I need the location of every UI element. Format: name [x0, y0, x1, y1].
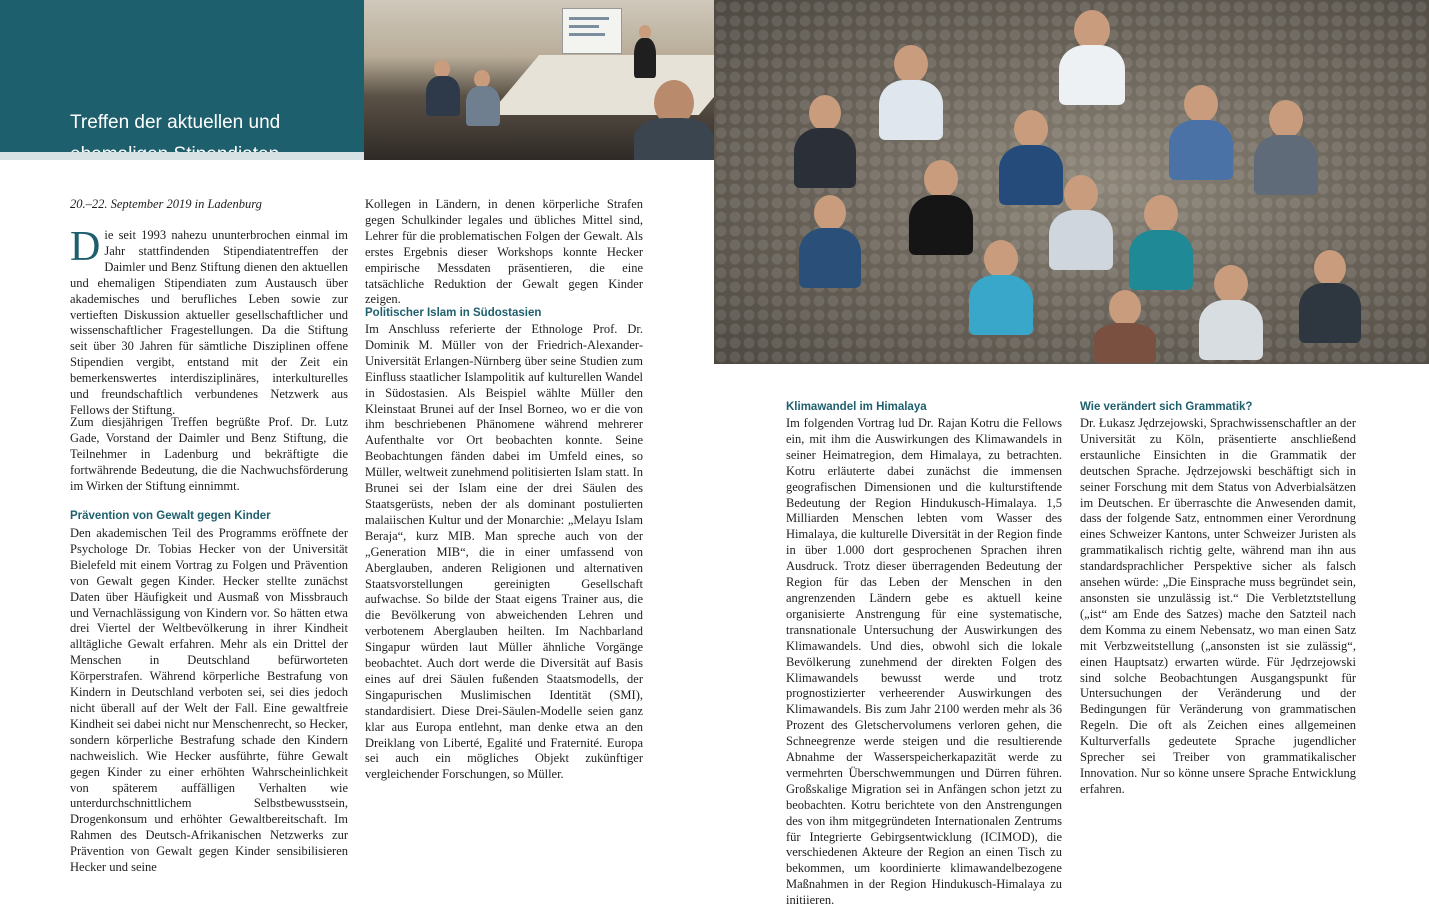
section-text-klima: Im folgenden Vortrag lud Dr. Rajan Kotru die Fellows ein, mit ihm die Auswirkungen des Klimawandels in seiner Heimatregion, dem Himalaya, zu betrachten. Kotru erläuterte dabei zunächst die immensen geografischen Dimensionen und die kulturstiftende Bedeutung der Region Hindukusch-Himalaya. 1,5 Milliarden Menschen lebten vom Wasser des Himalaya, die kulturelle Diversität in der Region finde in über 1.000 dort gesprochenen Sprachen ihren Ausdruck. Trotz dieser überragenden Bedeutung der Region für das Leben der Menschen in den angrenzenden Ländern gebe es aktuell keine organisierte Anstrengung für eine systematische, transnationale Untersuchung der Auswirkungen des Klimawandels. Und dies, obwohl sich die lokale Bevölkerung zunehmend der direkten Folgen des Klimawandels bewusst werde und trotz prognostizierter verheerender Auswirkungen des Klimawandels. Bis zum Jahr 2100 werden mehr als 36 Prozent des Gletschervolumens verloren gehen, die Schneegrenze werde steigen und die resultierende Abnahme der Wasserspeicherkapazität werde zu vermehrten Überschwemmungen und Dürren führen. Großskalige Migration sei in Anfängen schon jetzt zu beobachten. Kotru berichtete von den Anstrengungen des von ihm mitgegründeten Internationalen Zentrums für Integrierte Gebirgsentwicklung (ICIMOD), die verschiedenen Akteure der Region an einen Tisch zu bekommen, um koordinierte klimawandelbezogene Maßnahmen in der Region Hindukusch-Himalaya zu initiieren.	[786, 416, 1062, 908]
presentation-screen	[562, 8, 622, 54]
section-text-islam: Im Anschluss referierte der Ethnologe Prof. Dr. Dominik M. Müller von der Friedrich-Alexander-Universität Erlangen-Nürnberg über seine Studien zum Einfluss staatlicher Islampolitik auf kulturellen Wandel in Südostasien. Als Beispiel wählte Müller den Kleinstaat Brunei auf der Insel Borneo, wo er die von ihm beschriebenen Phänomene während mehrerer Aufenthalte vor Ort beobachten konnte. Seine Beobachtungen fänden dabei im Umfeld eines, so Müller, weltweit zunehmend politisierten Islam statt. In Brunei sei der Islam eine der drei Säulen des Staatsgerüsts, neben der als dominant postulierten malaiischen Kultur und der Monarchie: „Melayu Islam Beraja“, kurz MIB. Man spreche auch von der „Generation MIB“, die in einer umfassend von Aberglauben, anderen Religionen und alternativen Staatsvorstellungen gereinigten Gesellschaft aufwachse. So bilde der Staat eigens Trainer aus, die die Bevölkerung von abweichenden Lehren und verbotenem Aberglauben heilten. Im Nachbarland Singapur würden laut Müller ähnliche Vorgänge beobachtet. Auch dort werde die Diversität auf Basis eines auf drei Säulen fußenden Staatsmodells, der Singapurischen Muslimischen Identität (SMI), standardisiert. Diese Drei-Säulen-Modelle seien ganz klar aus Europa entlehnt, man denke etwa an den Dreiklang von Liberté, Egalité und Fraternité. Europa sei auch ein mögliches Objekt zukünftiger vergleichender Forschungen, so Müller.	[365, 322, 643, 782]
event-date: 20.–22. September 2019 in Ladenburg	[70, 197, 262, 211]
section-text-gewalt: Den akademischen Teil des Programms eröffnete der Psychologe Dr. Tobias Hecker von der Universität Bielefeld mit einem Vortrag zu Folgen und Prävention von Gewalt gegen Kinder. Hecker stellte zunächst Daten über Häufigkeit und Ausmaß von Missbrauch und Vernachlässigung von Kindern vor. So hätten etwa drei Viertel der Weltbevölkerung in ihrer Kindheit alltägliche Gewalt erfahren. Mehr als ein Drittel der Menschen in Deutschland befürworteten Körperstrafen. Während körperliche Bestrafung von Kindern in Deutschland verboten sei, sei dies jedoch nicht überall auf der Welt der Fall. Eine gewaltfreie Kindheit sei dabei nicht nur Menschenrecht, so Hecker, sondern körperliche Bestrafung schade den Kindern nachweislich. Wie Hecker ausführte, führe Gewalt gegen Kinder zu einer erhöhten Wahrscheinlichkeit von späterem auffälligen Verhalten wie unterdurchschnittlichem Selbstbewusstsein, Drogenkonsum und erhöhter Gewaltbereitschaft. Im Rahmen des Deutsch-Afrikanischen Netzwerks zur Prävention von Gewalt gegen Kinder sensibilisieren Hecker und seine	[70, 526, 348, 875]
title-accent-bar	[0, 152, 364, 160]
section-heading-klima: Klimawandel im Himalaya	[786, 401, 927, 413]
title-band	[0, 0, 364, 160]
dropcap-letter: D	[70, 224, 101, 270]
section-text-grammatik: Dr. Łukasz Jędrzejowski, Sprachwissenschaftler an der Universität zu Köln, präsentierte anschließend erstaunliche Einsichten in die Grammatik der deutschen Sprache. Jędrzejowski beschäftigt sich in seiner Forschung mit dem Status von Adverbialsätzen im Deutschen. Er überraschte die Anwesenden damit, dass der folgende Satz, entnommen einer Verordnung eines Schweizer Kantons, unter Schweizer Juristen als grammatikalisch richtig gelte, während man ihn aus standardsprachlicher Perspektive sicher als falsch ansehen würde: „Die Einsprache muss begründet sein, ansonsten sie unzulässig ist.“ Die Verbletztstellung („ist“ am Ende des Satzes) mache den Satzteil nach dem Komma zu einem Nebensatz, wo man einen Satz mit Verbzweitstellung („ansonsten ist sie zulässig“, einen Hauptsatz) erwarten würde. Für Jędrzejowski sind solche Beobachtungen Ausgangspunkt für Untersuchungen der Veränderung und der Bedingungen für Veränderung von grammatischen Regeln. Die oft als Zeichen eines allgemeinen Kulturverfalls gedeutete Sprache jugendlicher Sprecher sei Treiber von grammatikalischer Innovation. Nur so könne unsere Sprache Entwicklung erfahren.	[1080, 416, 1356, 796]
group-photo	[714, 0, 1429, 364]
section-text-gewalt-continued: Kollegen in Ländern, in denen körperliche Strafen gegen Schulkinder legales und übliches Mittel sind, Lehrer für die problematischen Folgen der Gewalt. Als erstes Ergebnis dieser Workshops konnte Hecker empirische Messdaten präsentieren, die eine tatsächliche Reduktion der Gewalt gegen Kinder zeigen.	[365, 197, 643, 307]
section-heading-grammatik: Wie verändert sich Grammatik?	[1080, 401, 1253, 413]
greeting-paragraph: Zum diesjährigen Treffen begrüßte Prof. Dr. Lutz Gade, Vorstand der Daimler und Benz Stiftung, die Teilnehmer in Ladenburg und bekräftigte die fortwährende Bedeutung, die die Nachwuchsförderung im Wirken der Stiftung einnimmt.	[70, 415, 348, 493]
section-heading-gewalt: Prävention von Gewalt gegen Kinder	[70, 510, 271, 522]
intro-paragraph	[70, 224, 348, 419]
section-heading-islam: Politischer Islam in Südostasien	[365, 307, 542, 319]
page-title: Treffen der aktuellen und	[70, 111, 281, 133]
intro-text: ie seit 1993 nahezu ununterbrochen einmal im Jahr stattfindenden Stipendiatentreffen der Daimler und Benz Stiftung dienen den aktuellen und ehemaligen Stipendiaten zum Austausch über akademisches und berufliches Leben sowie zur vertieften Diskussion aktueller gesellschaftlicher und wissenschaftlicher Fragestellungen. Da die Stiftung seit über 30 Jahren für sämtliche Disziplinen offene Stipendien vergibt, entstand mit der Zeit ein bemerkenswertes interdisziplinäres, interkulturelles und freundschaftlich verbundenes Netzwerk aus Fellows der Stiftung.	[70, 228, 348, 417]
meeting-photo	[364, 0, 714, 160]
